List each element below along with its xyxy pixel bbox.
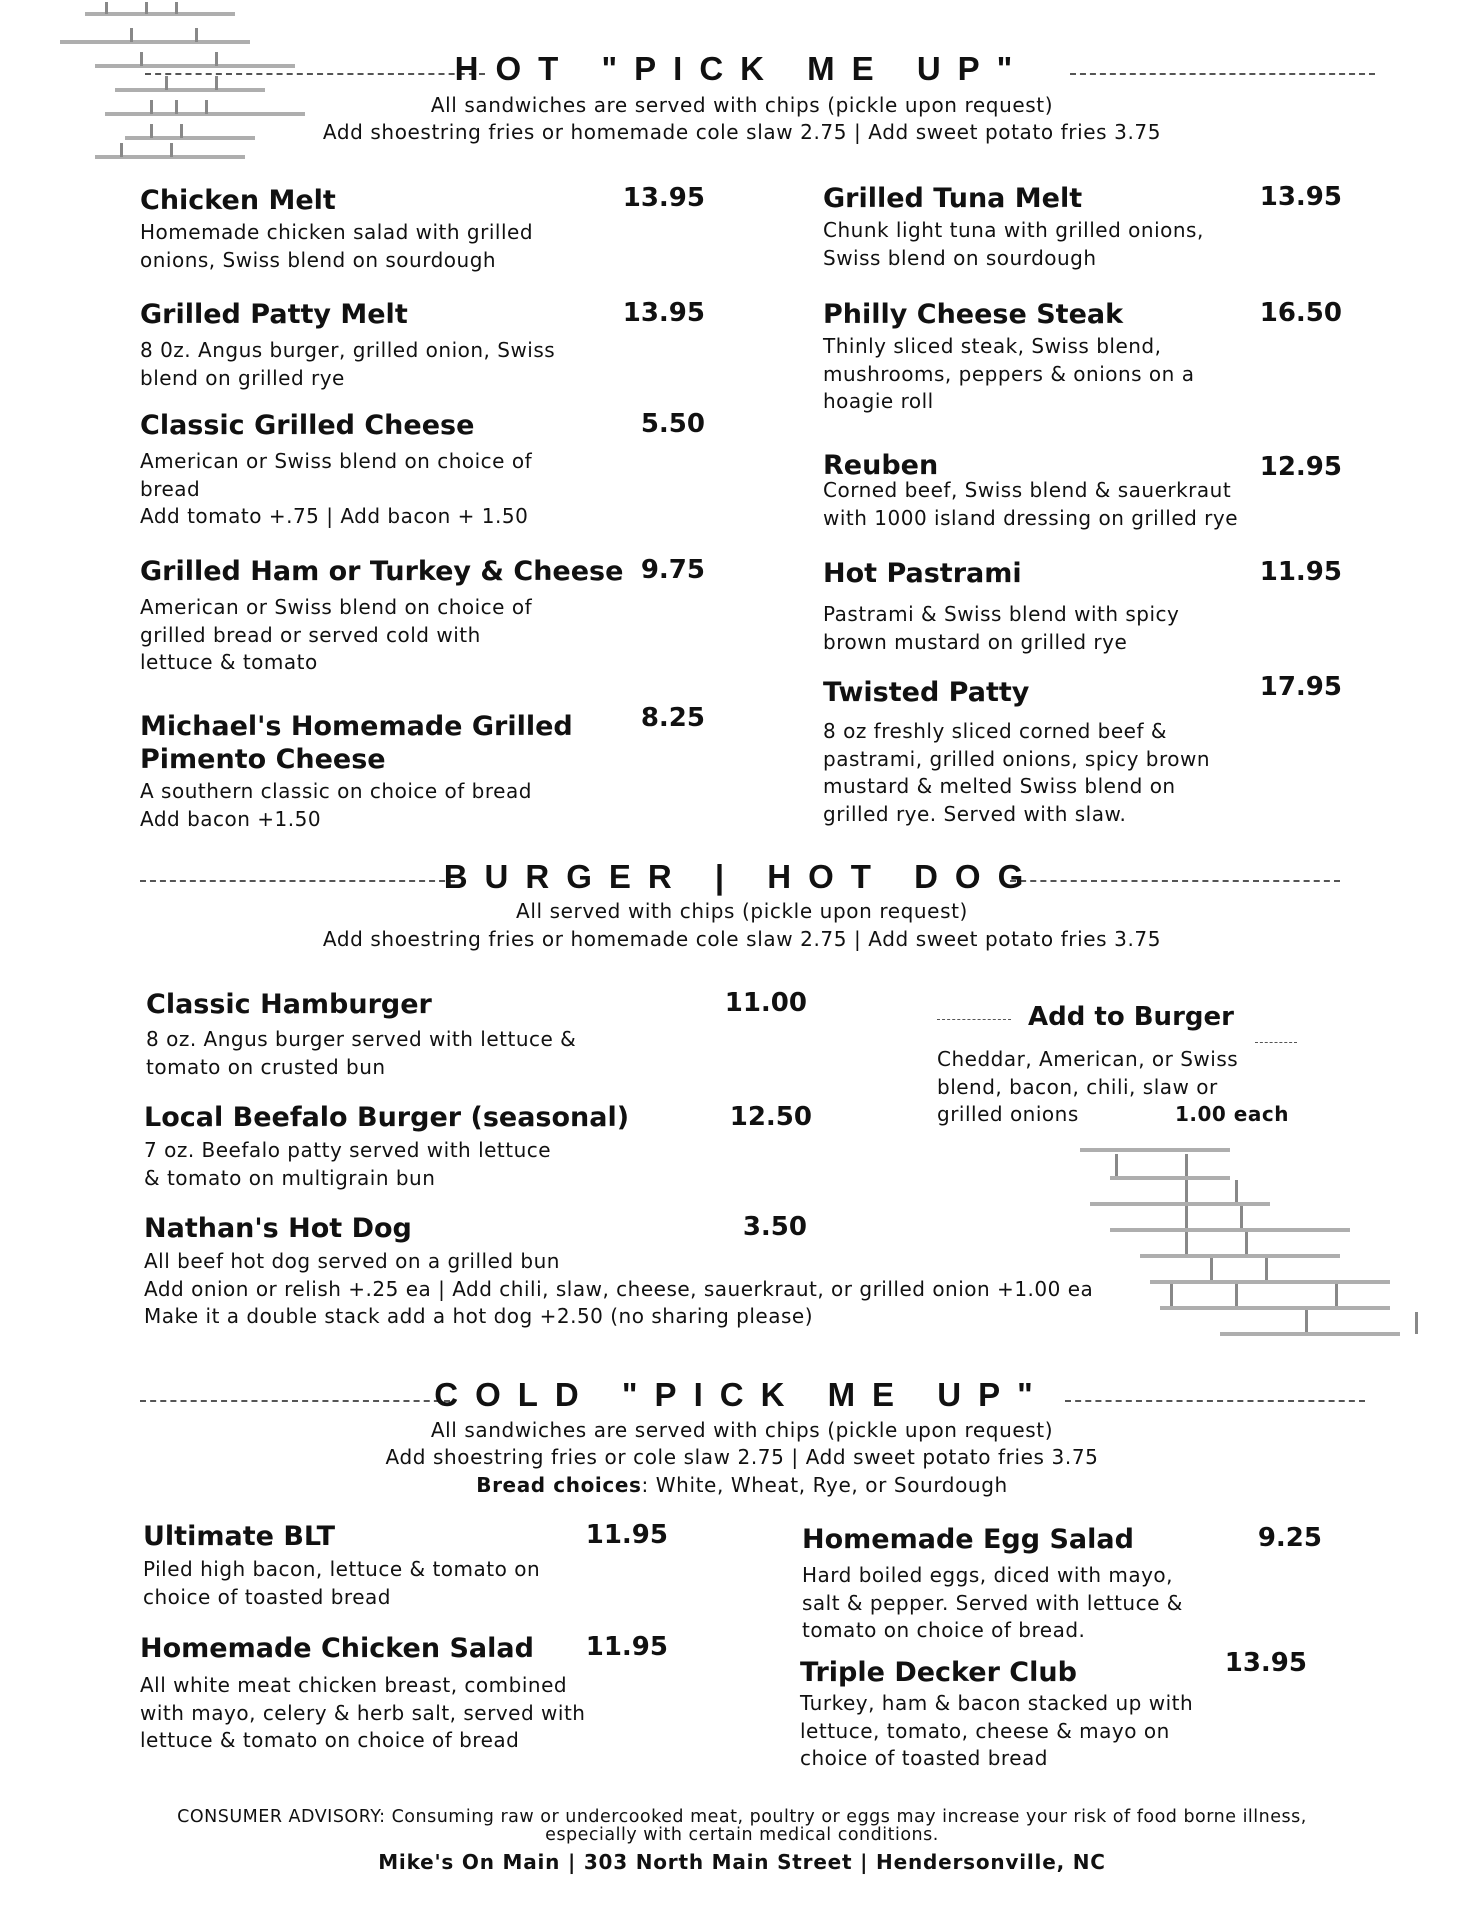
item-price: 13.95 [1224, 1648, 1307, 1678]
item-name: Philly Cheese Steak [823, 299, 1124, 330]
item-price: 3.50 [742, 1212, 807, 1242]
item-price: 11.95 [585, 1632, 668, 1662]
consumer-advisory-continued: especially with certain medical conditions. [545, 1825, 939, 1845]
item-name: Grilled Ham or Turkey & Cheese [140, 556, 624, 587]
item-description: 8 oz. Angus burger served with lettuce & tomato on crusted bun [146, 1027, 577, 1079]
divider-left [937, 1019, 1011, 1020]
brush-decoration-right [1070, 1140, 1430, 1365]
section-subtitle: All sandwiches are served with chips (pickle upon request) [430, 1418, 1054, 1442]
item-description: Pastrami & Swiss blend with spicy brown mustard on grilled rye [823, 602, 1180, 654]
item-description: A southern classic on choice of bread Add bacon +1.50 [140, 779, 532, 831]
section-title-cold: COLD "PICK ME UP" [434, 1376, 1050, 1413]
item-price: 11.00 [724, 988, 807, 1018]
item-name: Michael's Homemade Grilled [140, 711, 573, 742]
add-to-burger-price: 1.00 each [1175, 1102, 1289, 1126]
section-subtitle: Add shoestring fries or homemade cole slaw 2.75 | Add sweet potato fries 3.75 [322, 120, 1162, 144]
item-description: Corned beef, Swiss blend & sauerkraut with 1000 island dressing on grilled rye [823, 478, 1239, 530]
item-description: Turkey, ham & bacon stacked up with lettuce, tomato, cheese & mayo on choice of toasted bread [800, 1691, 1194, 1770]
item-description: All beef hot dog served on a grilled bun Add onion or relish +.25 ea | Add chili, slaw, cheese, sauerkraut, or grilled onion +1.00 ea Make it a double stack add a hot dog +2.50 (no sharing please) [144, 1249, 1094, 1328]
item-price: 13.95 [622, 298, 705, 328]
item-description: All white meat chicken breast, combined with mayo, celery & herb salt, served with lettuce & tomato on choice of bread [140, 1673, 586, 1752]
add-to-burger-description: Cheddar, American, or Swiss blend, bacon, chili, slaw or grilled onions [937, 1047, 1239, 1126]
item-name: Homemade Chicken Salad [140, 1633, 534, 1664]
item-name: Classic Hamburger [146, 989, 432, 1020]
item-price: 11.95 [1259, 557, 1342, 587]
item-price: 9.75 [640, 555, 705, 585]
section-subtitle: Add shoestring fries or homemade cole slaw 2.75 | Add sweet potato fries 3.75 [322, 927, 1162, 951]
item-price: 11.95 [585, 1520, 668, 1550]
item-description: American or Swiss blend on choice of bread Add tomato +.75 | Add bacon + 1.50 [140, 449, 533, 528]
item-price: 9.25 [1257, 1523, 1322, 1553]
item-name: Nathan's Hot Dog [144, 1213, 412, 1244]
item-description: 8 oz freshly sliced corned beef & pastrami, grilled onions, spicy brown mustard & melted Swiss blend on grilled rye. Served with slaw. [823, 719, 1211, 826]
item-name: Grilled Patty Melt [140, 299, 408, 330]
bread-choices-label: Bread choices [476, 1473, 642, 1497]
item-name: Homemade Egg Salad [802, 1524, 1134, 1555]
item-price: 13.95 [622, 183, 705, 213]
bread-choices-list: : White, Wheat, Rye, or Sourdough [641, 1473, 1008, 1497]
item-name: Triple Decker Club [800, 1657, 1077, 1688]
item-price: 12.50 [729, 1102, 812, 1132]
item-name: Reuben [823, 450, 939, 481]
section-subtitle: All served with chips (pickle upon request) [516, 899, 968, 923]
item-price: 12.95 [1259, 452, 1342, 482]
item-description: Hard boiled eggs, diced with mayo, salt & pepper. Served with lettuce & tomato on choice of bread. [802, 1563, 1183, 1642]
item-name: Twisted Patty [823, 677, 1030, 708]
item-name: Classic Grilled Cheese [140, 410, 475, 441]
add-to-burger-title: Add to Burger [1028, 1002, 1234, 1032]
divider-right [1255, 1042, 1297, 1043]
item-name-line-2: Pimento Cheese [140, 744, 386, 775]
item-description: Homemade chicken salad with grilled onions, Swiss blend on sourdough [140, 220, 534, 272]
item-name: Chicken Melt [140, 185, 336, 216]
restaurant-address: Mike's On Main | 303 North Main Street | Hendersonville, NC [378, 1850, 1106, 1874]
item-description: 8 0z. Angus burger, grilled onion, Swiss blend on grilled rye [140, 338, 556, 390]
item-description: Thinly sliced steak, Swiss blend, mushrooms, peppers & onions on a hoagie roll [823, 334, 1195, 413]
item-name: Local Beefalo Burger (seasonal) [144, 1102, 630, 1133]
item-name: Grilled Tuna Melt [823, 183, 1083, 214]
consumer-advisory: CONSUMER ADVISORY: Consuming raw or undercooked meat, poultry or eggs may increase your risk of food borne illness, [177, 1807, 1307, 1827]
section-title-burger: BURGER | HOT DOG [443, 858, 1041, 895]
item-price: 16.50 [1259, 298, 1342, 328]
bread-choices [0, 1471, 1484, 1499]
item-name: Hot Pastrami [823, 558, 1022, 589]
item-description: Chunk light tuna with grilled onions, Swiss blend on sourdough [823, 218, 1204, 270]
item-price: 5.50 [640, 409, 705, 439]
item-name: Ultimate BLT [143, 1521, 336, 1552]
section-subtitle: Add shoestring fries or cole slaw 2.75 | Add sweet potato fries 3.75 [385, 1445, 1099, 1469]
section-subtitle: All sandwiches are served with chips (pickle upon request) [430, 93, 1054, 117]
item-description: 7 oz. Beefalo patty served with lettuce & tomato on multigrain bun [144, 1138, 552, 1190]
item-price: 8.25 [640, 703, 705, 733]
item-price: 17.95 [1259, 672, 1342, 702]
section-title-hot: HOT "PICK ME UP" [454, 50, 1030, 87]
item-description: Piled high bacon, lettuce & tomato on choice of toasted bread [143, 1557, 541, 1609]
item-price: 13.95 [1259, 182, 1342, 212]
item-description: American or Swiss blend on choice of grilled bread or served cold with lettuce & tomato [140, 595, 533, 674]
